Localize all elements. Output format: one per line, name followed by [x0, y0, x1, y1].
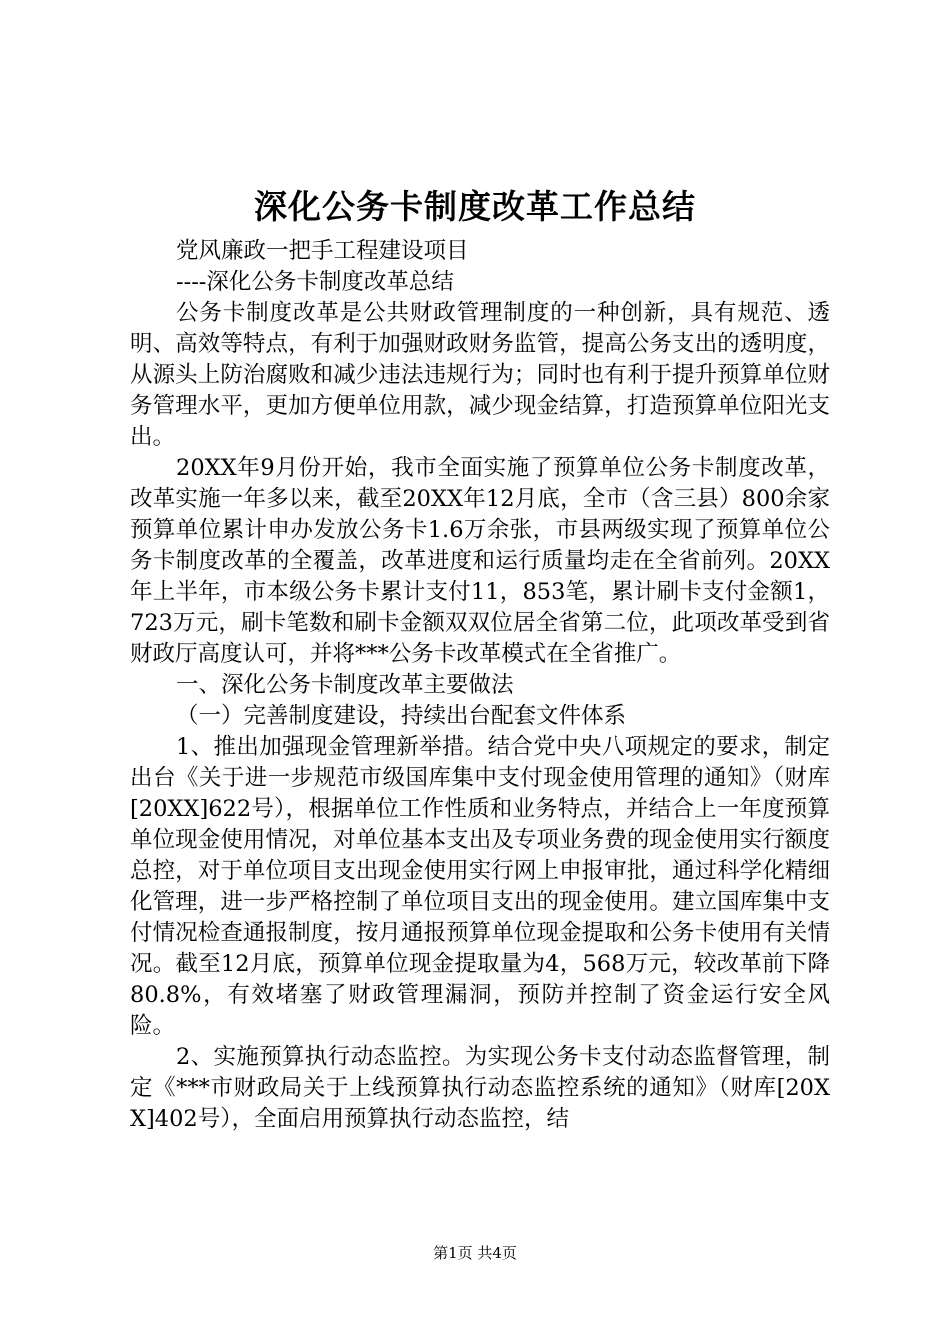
- paragraph-progress: 20XX年9月份开始，我市全面实施了预算单位公务卡制度改革，改革实施一年多以来，截至20XX年12月底，全市（含三县）800余家预算单位累计申办发放公务卡1.6万余张，市县两级实现了预算单位公务卡制度改革的全覆盖，改革进度和运行质量均走在全省前列。20XX年上半年，市本级公务卡累计支付11，853笔，累计刷卡支付金额1，723万元，刷卡笔数和刷卡金额双双位居全省第二位，此项改革受到省财政厅高度认可，并将***公务卡改革模式在全省推广。: [130, 455, 830, 667]
- paragraph-budget-monitoring: 2、实施预算执行动态监控。为实现公务卡支付动态监督管理，制定《***市财政局关于上线预算执行动态监控系统的通知》（财库[20XX]402号），全面启用预算执行动态监控，结: [130, 1044, 830, 1132]
- project-heading: 党风廉政一把手工程建设项目: [176, 238, 469, 264]
- subtitle-line: ----深化公务卡制度改革总结: [176, 269, 454, 295]
- document-body: [130, 236, 830, 1135]
- subsection-heading-1: （一）完善制度建设，持续出台配套文件体系: [176, 703, 627, 729]
- paragraph-intro: 公务卡制度改革是公共财政管理制度的一种创新，具有规范、透明、高效等特点，有利于加强财政财务监管，提高公务支出的透明度，从源头上防治腐败和减少违法违规行为；同时也有利于提升预算单位财务管理水平，更加方便单位用款，减少现金结算，打造预算单位阳光支出。: [130, 300, 830, 450]
- document-title: 深化公务卡制度改革工作总结: [254, 187, 696, 226]
- page-footer: 第1页 共4页: [433, 1244, 517, 1262]
- paragraph-cash-management: 1、推出加强现金管理新举措。结合党中央八项规定的要求，制定出台《关于进一步规范市级国库集中支付现金使用管理的通知》（财库[20XX]622号），根据单位工作性质和业务特点，并结合上一年度预算单位现金使用情况，对单位基本支出及专项业务费的现金使用实行额度总控，对于单位项目支出现金使用实行网上申报审批，通过科学化精细化管理，进一步严格控制了单位项目支出的现金使用。建立国库集中支付情况检查通报制度，按月通报预算单位现金提取和公务卡使用有关情况。截至12月底，预算单位现金提取量为4，568万元，较改革前下降80.8%，有效堵塞了财政管理漏洞，预防并控制了资金运行安全风险。: [130, 734, 830, 1039]
- section-heading-1: 一、深化公务卡制度改革主要做法: [176, 672, 514, 698]
